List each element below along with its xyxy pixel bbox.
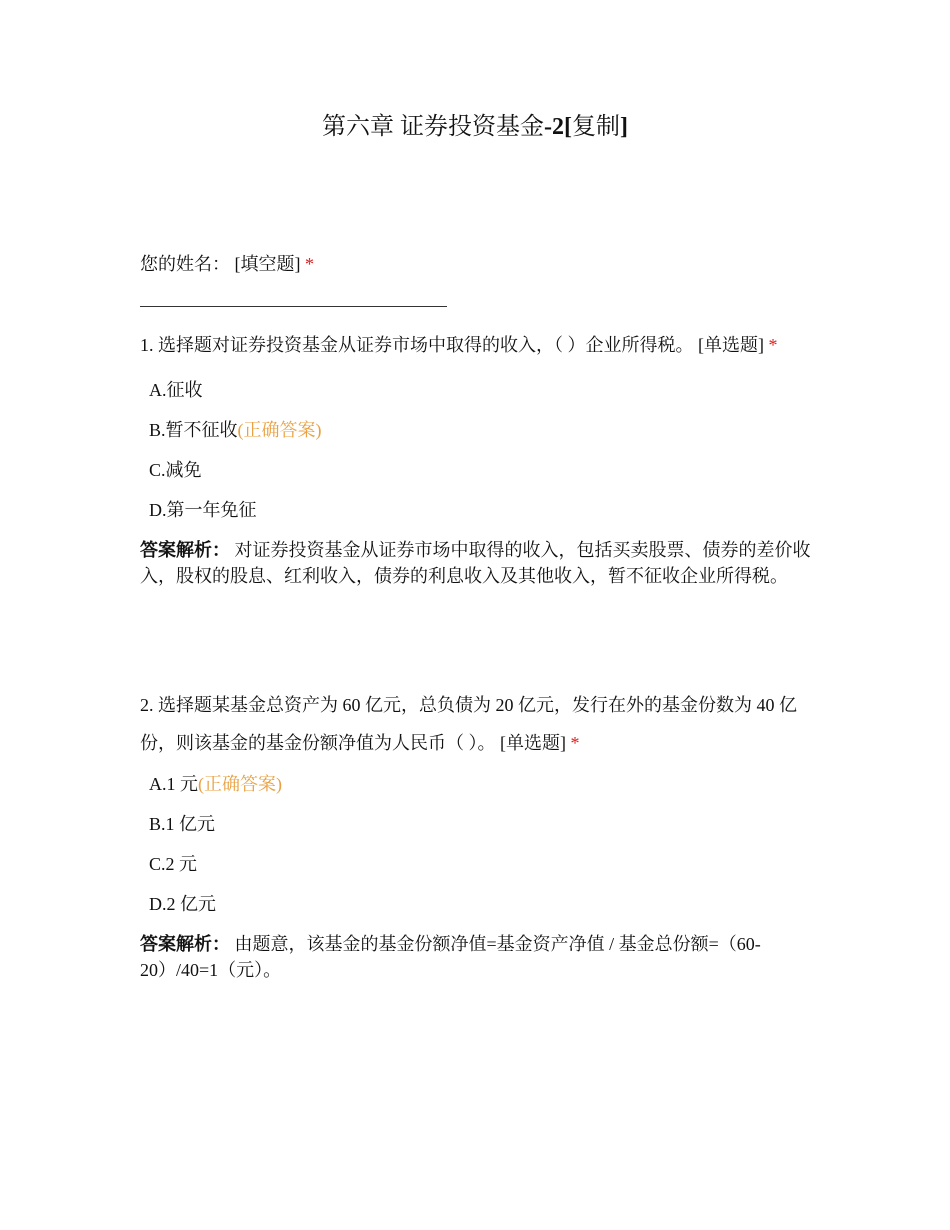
correct-answer-tag: (正确答案) (237, 420, 322, 440)
name-question (140, 252, 314, 276)
analysis-label: 答案解析： (140, 934, 230, 954)
q1-option-b[interactable]: B.暂不征收(正确答案) (149, 420, 322, 440)
q2-option-b[interactable]: B.1 亿元 (149, 814, 216, 834)
question-text: 选择题某基金总资产为 60 亿元，总负债为 20 亿元，发行在外的基金份数为 40 亿份，则该基金的基金份额净值为人民币（ ）。 (140, 695, 797, 753)
title-main: 第六章 证券投资基金 (322, 114, 544, 140)
q1-option-c[interactable]: C.减免 (149, 460, 202, 480)
q1-option-a[interactable]: A.征收 (149, 380, 203, 400)
question-2 (140, 686, 810, 762)
analysis-label: 答案解析： (140, 540, 230, 560)
name-label: 您的姓名： (140, 254, 230, 274)
page-title (0, 110, 950, 144)
title-close: ] (619, 114, 628, 140)
q2-option-d[interactable]: D.2 亿元 (149, 894, 216, 914)
question-type: [填空题] (234, 254, 301, 274)
q2-option-a[interactable]: A.1 元(正确答案) (149, 774, 282, 794)
q2-analysis (140, 931, 812, 983)
question-text: 选择题对证券投资基金从证券市场中取得的收入，（ ）企业所得税。 (158, 335, 694, 355)
question-type: [单选题] (500, 733, 566, 753)
question-1 (140, 332, 810, 358)
q1-analysis (140, 537, 812, 589)
analysis-text: 对证券投资基金从证券市场中取得的收入，包括买卖股票、债券的差价收入，股权的股息、红利收入，债券的利息收入及其他收入，暂不征收企业所得税。 (140, 540, 811, 586)
title-suffix: -2[ (544, 114, 572, 140)
question-type: [单选题] (698, 335, 764, 355)
required-mark: * (305, 254, 314, 274)
analysis-text: 由题意，该基金的基金份额净值=基金资产净值 / 基金总份额=（60-20）/40=1（元）。 (140, 934, 761, 980)
required-mark: * (768, 335, 778, 355)
correct-answer-tag: (正确答案) (198, 774, 282, 794)
q2-option-c[interactable]: C.2 元 (149, 854, 198, 874)
title-copy: 复制 (571, 114, 620, 140)
q1-option-d[interactable]: D.第一年免征 (149, 500, 257, 520)
question-number: 1. (140, 335, 154, 355)
name-input-line[interactable] (140, 306, 447, 307)
question-number: 2. (140, 695, 154, 715)
required-mark: * (570, 733, 580, 753)
